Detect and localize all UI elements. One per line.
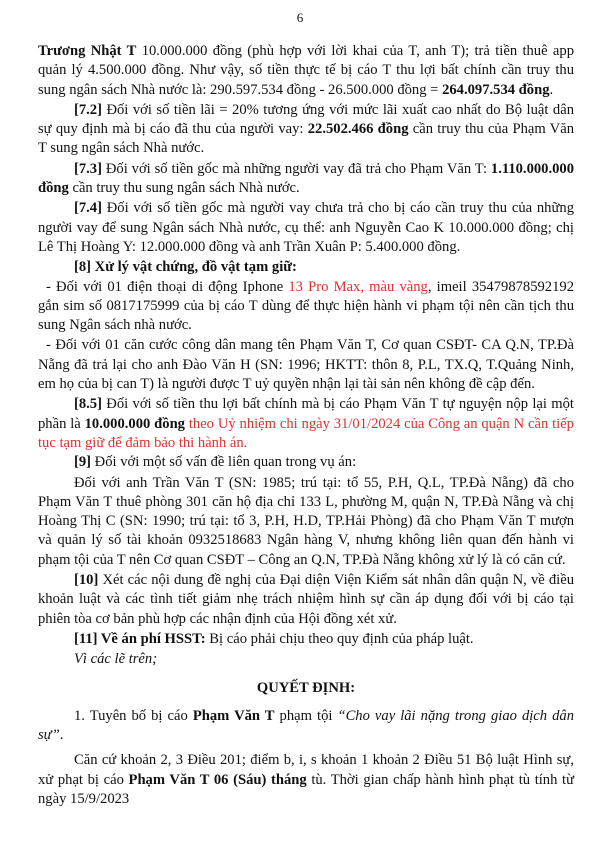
- section-number: [10]: [74, 572, 99, 589]
- document-body: [38, 42, 574, 809]
- defendant-name: Phạm Văn T: [192, 707, 275, 724]
- section-number: [7.2]: [74, 101, 102, 118]
- amount-highlight: 1.110.000.000 đồng: [38, 160, 574, 197]
- section-number: [9]: [74, 454, 92, 471]
- sentence-term: Phạm Văn T 06 (Sáu) tháng: [128, 771, 307, 788]
- page-number: 6: [296, 10, 304, 25]
- amount-highlight: 22.502.466 đồng: [307, 121, 409, 138]
- transition-line: Vì các lẽ trên;: [74, 651, 158, 668]
- section-number: [7.4]: [74, 200, 102, 217]
- decision-item-1: 1. Tuyên bố bị cáo Phạm Văn T phạm tội “Cho vay lãi nặng trong giao dịch dân sự”.: [38, 707, 575, 744]
- paragraph-7-4: [7.4] Đối với số tiền gốc mà người vay chưa trả cho bị cáo cần truy thu của những người vay để sung Ngân sách Nhà nước, cụ thể: anh Nguyễn Cao K 10.000.000 đồng; chị Lê Thị Hoàng Y: 12.000.000 đồng và anh Trần Xuân P: 5.400.000 đồng.: [38, 200, 574, 255]
- paragraph-8-phone: - Đối với 01 điện thoại di động Iphone 13 Pro Max, màu vàng, imeil 35479878592192 gắn sim số 0817175999 của bị cáo T dùng để thực hiện hành vi phạm tội nên cần tịch thu sung Ngân sách nhà nước.: [38, 278, 574, 334]
- paragraph-8-id-card: - Đối với 01 căn cước công dân mang tên Phạm Văn T, Cơ quan CSĐT- CA Q.N, TP.Đà Nẵng đã trả lại cho anh Đào Văn H (SN: 1996; HKTT: thôn 8, P.L, TX.Q, T.Quảng Ninh, em họ của bị can T) là người được T uỷ quyền nhận lại tài sản nên không đề cập đến.: [38, 337, 574, 393]
- paragraph-7-1-continuation: Trương Nhật T 10.000.000 đồng (phù hợp với lời khai của T, anh T); trả tiền thuê app quản lý 4.500.000 đồng. Như vậy, số tiền thực tế bị cáo T thu lợi bất chính cần truy thu sung ngân sách Nhà nước là: 290.597.534 đồng - 26.500.000 đồng = 264.097.534 đồng.: [38, 43, 574, 98]
- section-8-heading: [8] Xử lý vật chứng, đồ vật tạm giữ:: [74, 259, 297, 276]
- paragraph-7-3: [7.3] Đối với số tiền gốc mà những người vay đã trả cho Phạm Văn T: 1.110.000.000 đồng cần truy thu sung ngân sách Nhà nước.: [38, 160, 574, 197]
- paragraph-9: [9] Đối với một số vấn đề liên quan trong vụ án:: [74, 454, 357, 471]
- paragraph-7-2: [7.2] Đối với số tiền lãi = 20% tương ứng với mức lãi xuất cao nhất do Bộ luật dân sự quy định mà bị cáo đã thu của người vay: 22.502.466 đồng cần truy thu của Phạm Văn T sung ngân sách Nhà nước.: [38, 101, 574, 157]
- amount-highlight: 264.097.534 đồng: [442, 81, 550, 98]
- section-heading: [11] Về án phí HSST:: [74, 630, 206, 647]
- sentence-paragraph: Căn cứ khoản 2, 3 Điều 201; điểm b, i, s khoản 1 khoản 2 Điều 51 Bộ luật Hình sự, xử phạt bị cáo Phạm Văn T 06 (Sáu) tháng tù. Thời gian chấp hành hình phạt tù tính từ ngày 15/9/2023: [38, 752, 575, 807]
- decision-heading: QUYẾT ĐỊNH:: [256, 679, 356, 696]
- paragraph-10: [10] Xét các nội dung đề nghị của Đại diện Viện Kiểm sát nhân dân quận N, về điều khoản luật và các tình tiết giảm nhẹ trách nhiệm hình sự cần áp dụng đối với bị cáo tại phiên tòa cơ bản phù hợp các nhận định của Hội đồng xét xử.: [38, 572, 574, 627]
- highlighted-text: 13 Pro Max, màu vàng: [288, 278, 428, 295]
- paragraph-9-detail: Đối với anh Trần Văn T (SN: 1985; trú tại: tổ 55, P.H, Q.L, TP.Đà Nẵng) đã cho Phạm Văn T thuê phòng 301 căn hộ địa chỉ 133 L, phường M, quận N, TP.Đà Nẵng và chị Hoàng Thị C (SN: 1990; trú tại: tổ 3, P.H, H.D, TP.Hải Phòng) đã cho Phạm Văn T mượn và quản lý số tài khoản 0932518683 Ngân hàng V, nhưng không liên quan đến hành vi phạm tội của T nên Cơ quan CSĐT – Công an Q.N, TP.Đà Nẵng không xử lý là có căn cứ.: [38, 474, 574, 568]
- paragraph-11: [11] Về án phí HSST: Bị cáo phải chịu theo quy định của pháp luật.: [74, 630, 474, 647]
- section-number: [8.5]: [74, 396, 102, 413]
- section-number: [7.3]: [74, 160, 102, 177]
- amount-highlight: 10.000.000 đồng: [84, 415, 185, 432]
- charge-name: “Cho vay lãi nặng trong giao dịch dân sự”: [38, 707, 575, 744]
- paragraph-8-5: [8.5] Đối với số tiền thu lợi bất chính mà bị cáo Phạm Văn T tự nguyện nộp lại một phần là 10.000.000 đồng theo Uỷ nhiệm chi ngày 31/01/2024 của Công an quận N cần tiếp tục tạm giữ để đảm bảo thi hành án.: [38, 396, 574, 451]
- highlighted-text: theo Uỷ nhiệm chi ngày 31/01/2024 của Công an quận N cần tiếp tục tạm giữ để đảm bảo thi hành án.: [38, 415, 574, 451]
- person-name: Trương Nhật T: [38, 43, 137, 59]
